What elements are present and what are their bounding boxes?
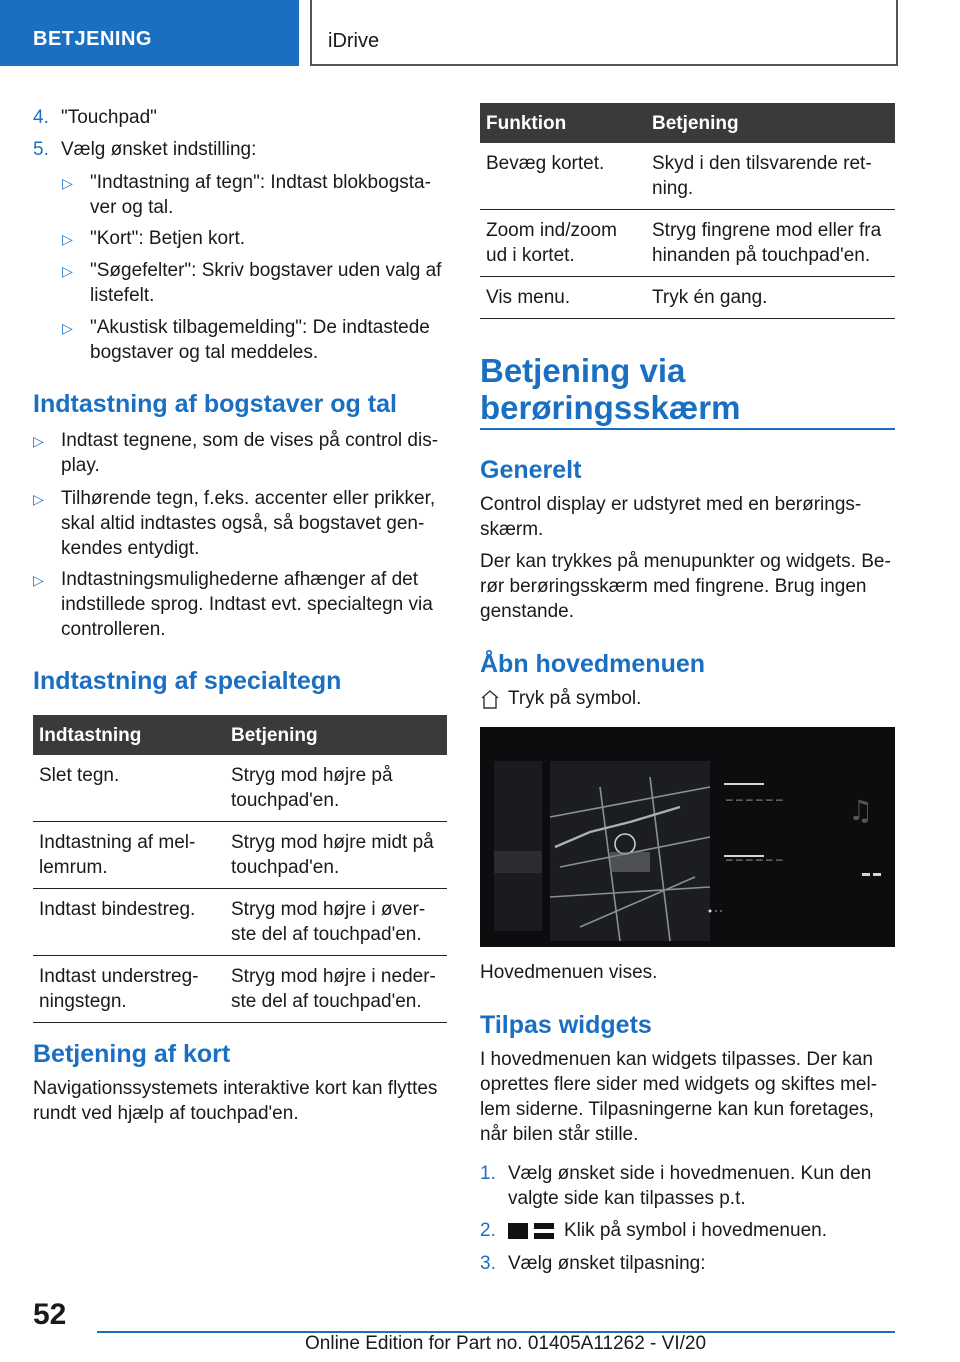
list-text: Klik på symbol i hovedmenuen.: [564, 1220, 827, 1241]
cell-line: Stryg mod højre i øver-: [231, 899, 426, 920]
bullet-line: skal altid indtastes også, så bogstavet gen-: [61, 513, 425, 534]
list-text: valgte side kan tilpasses p.t.: [508, 1188, 746, 1209]
list-number: 4.: [33, 107, 49, 128]
list-item: [62, 226, 447, 251]
table-header: Betjening: [225, 715, 447, 755]
table-cell: [225, 822, 447, 889]
paragraph: [33, 1076, 447, 1126]
bullet-line: "Kort": Betjen kort.: [90, 228, 245, 249]
home-icon: [480, 688, 500, 710]
section-title: BETJENING: [33, 28, 152, 50]
list-text: Vælg ønsket indstilling:: [61, 139, 257, 160]
paragraph-line: lem siderne. Tilpasningerne kan kun foretages,: [480, 1099, 874, 1120]
list-item: [480, 1251, 895, 1276]
chapter-title: iDrive: [328, 30, 380, 52]
cell-line: ningstegn.: [39, 991, 127, 1012]
bullet-line: bogstaver og tal meddeles.: [90, 342, 319, 363]
triangle-bullet-icon: ▷: [62, 175, 73, 191]
bullet-line: "Akustisk tilbagemelding": De indtastede: [90, 317, 430, 338]
table-row: [480, 210, 895, 277]
heading-rule: [480, 428, 895, 430]
bullet-line: play.: [61, 455, 100, 476]
triangle-bullet-icon: ▷: [62, 231, 73, 247]
table-header-row: [33, 715, 447, 755]
table-cell: [646, 210, 895, 277]
paragraph-line: rundt ved hjælp af touchpad'en.: [33, 1103, 299, 1124]
list-text: Vælg ønsket tilpasning:: [508, 1253, 706, 1274]
paragraph: [480, 549, 895, 624]
table-cell: [33, 889, 225, 956]
cell-line: Vis menu.: [486, 287, 571, 308]
table-row: [480, 143, 895, 210]
bullet-line: Indtastningsmulighederne afhænger af det: [61, 569, 419, 590]
table-header: Indtastning: [33, 715, 225, 755]
cell-line: Bevæg kortet.: [486, 153, 605, 174]
paragraph-line: skærm.: [480, 519, 544, 540]
map-controls-table: [480, 103, 895, 319]
heading-line: berøringsskærm: [480, 389, 741, 426]
table-cell: [480, 143, 646, 210]
table-row: [33, 755, 447, 822]
list-item: [480, 1161, 895, 1211]
list-item: [33, 486, 447, 561]
section-heading: Tilpas widgets: [480, 1011, 652, 1039]
table-cell: [646, 143, 895, 210]
table-cell: [225, 956, 447, 1023]
cell-line: Stryg mod højre i neder-: [231, 966, 436, 987]
table-row: [33, 956, 447, 1023]
paragraph-line: rør berøringsskærm med fingrene. Brug ingen: [480, 576, 867, 597]
list-item: [62, 170, 447, 220]
triangle-bullet-icon: ▷: [33, 433, 44, 449]
section-heading: Generelt: [480, 456, 582, 484]
table-cell: [480, 277, 646, 319]
table-header: Funktion: [480, 103, 646, 143]
section-heading: Indtastning af specialtegn: [33, 667, 342, 695]
paragraph-line: genstande.: [480, 601, 575, 622]
paragraph-line: Navigationssystemets interaktive kort kan flyttes: [33, 1078, 438, 1099]
cell-line: hinanden på touchpad'en.: [652, 245, 871, 266]
cell-line: Indtast understreg-: [39, 966, 199, 987]
section-heading: Indtastning af bogstaver og tal: [33, 390, 397, 418]
cell-line: ste del af touchpad'en.: [231, 924, 422, 945]
triangle-bullet-icon: ▷: [62, 263, 73, 279]
list-item: [62, 258, 447, 308]
paragraph: Tryk på symbol.: [508, 688, 642, 709]
table-cell: [225, 755, 447, 822]
music-note-icon: ♫: [848, 794, 874, 827]
cell-line: Tryk én gang.: [652, 287, 768, 308]
cell-line: Stryg fingrene mod eller fra: [652, 220, 882, 241]
list-item: [33, 428, 447, 478]
list-number: 1.: [480, 1163, 496, 1184]
cell-line: touchpad'en.: [231, 790, 340, 811]
table-cell: [225, 889, 447, 956]
page-number: 52: [33, 1298, 67, 1331]
paragraph-line: oprettes flere sider med widgets og skiftes mel-: [480, 1074, 878, 1095]
paragraph-line: Der kan trykkes på menupunkter og widgets. Be-: [480, 551, 891, 572]
paragraph-line: når bilen står stille.: [480, 1124, 639, 1145]
bullet-line: controlleren.: [61, 619, 166, 640]
list-text: "Touchpad": [61, 107, 157, 128]
screen-placeholder-text: – – – – – –: [726, 792, 783, 806]
triangle-bullet-icon: ▷: [62, 320, 73, 336]
table-row: [33, 889, 447, 956]
list-number: 5.: [33, 139, 49, 160]
widget-layout-icon: [508, 1221, 556, 1241]
cell-line: Stryg mod højre på: [231, 765, 393, 786]
cell-line: Indtast bindestreg.: [39, 899, 196, 920]
paragraph: [480, 492, 895, 542]
bullet-line: indstillede sprog. Indtast evt. specialtegn via: [61, 594, 433, 615]
chapter-heading: [480, 352, 740, 426]
section-heading: Betjening af kort: [33, 1040, 231, 1068]
list-number: 3.: [480, 1253, 496, 1274]
list-item: [480, 1218, 895, 1243]
cell-line: Zoom ind/zoom: [486, 220, 617, 241]
triangle-bullet-icon: ▷: [33, 491, 44, 507]
list-item: [62, 315, 447, 365]
cell-line: ud i kortet.: [486, 245, 575, 266]
bullet-line: "Indtastning af tegn": Indtast blokbogsta-: [90, 172, 431, 193]
paragraph: Hovedmenuen vises.: [480, 962, 658, 983]
section-tab: [0, 0, 299, 66]
cell-line: touchpad'en.: [231, 857, 340, 878]
chapter-tab: [310, 0, 898, 66]
paragraph-line: Control display er udstyret med en berørings-: [480, 494, 862, 515]
table-cell: [33, 956, 225, 1023]
table-cell: [33, 755, 225, 822]
cell-line: Indtastning af mel-: [39, 832, 196, 853]
cell-line: ste del af touchpad'en.: [231, 991, 422, 1012]
footer-edition: Online Edition for Part no. 01405A11262 - VI/20: [305, 1333, 707, 1354]
bullet-line: ver og tal.: [90, 197, 174, 218]
table-row: [33, 822, 447, 889]
screen-placeholder-text: – – – – – –: [726, 852, 783, 866]
cell-line: Stryg mod højre midt på: [231, 832, 434, 853]
idrive-main-menu-screenshot: [480, 727, 895, 947]
cell-line: ning.: [652, 178, 694, 199]
special-chars-table: [33, 715, 447, 1023]
table-header-row: [480, 103, 895, 143]
list-text: Vælg ønsket side i hovedmenuen. Kun den: [508, 1163, 872, 1184]
bullet-line: "Søgefelter": Skriv bogstaver uden valg af: [90, 260, 442, 281]
bullet-line: listefelt.: [90, 285, 155, 306]
table-cell: [480, 210, 646, 277]
bullet-line: Indtast tegnene, som de vises på control dis-: [61, 430, 439, 451]
paragraph-line: I hovedmenuen kan widgets tilpasses. Der kan: [480, 1049, 873, 1070]
heading-line: Betjening via: [480, 352, 686, 389]
bullet-line: Tilhørende tegn, f.eks. accenter eller prikker,: [61, 488, 436, 509]
table-cell: [33, 822, 225, 889]
table-header: Betjening: [646, 103, 895, 143]
cell-line: Skyd i den tilsvarende ret-: [652, 153, 872, 174]
table-cell: [646, 277, 895, 319]
cell-line: Slet tegn.: [39, 765, 120, 786]
list-number: 2.: [480, 1220, 496, 1241]
triangle-bullet-icon: ▷: [33, 572, 44, 588]
list-item: [33, 567, 447, 642]
bullet-line: kendes entydigt.: [61, 538, 200, 559]
table-row: [480, 277, 895, 319]
paragraph: [480, 1047, 895, 1147]
section-heading: Åbn hovedmenuen: [480, 650, 706, 678]
cell-line: lemrum.: [39, 857, 108, 878]
